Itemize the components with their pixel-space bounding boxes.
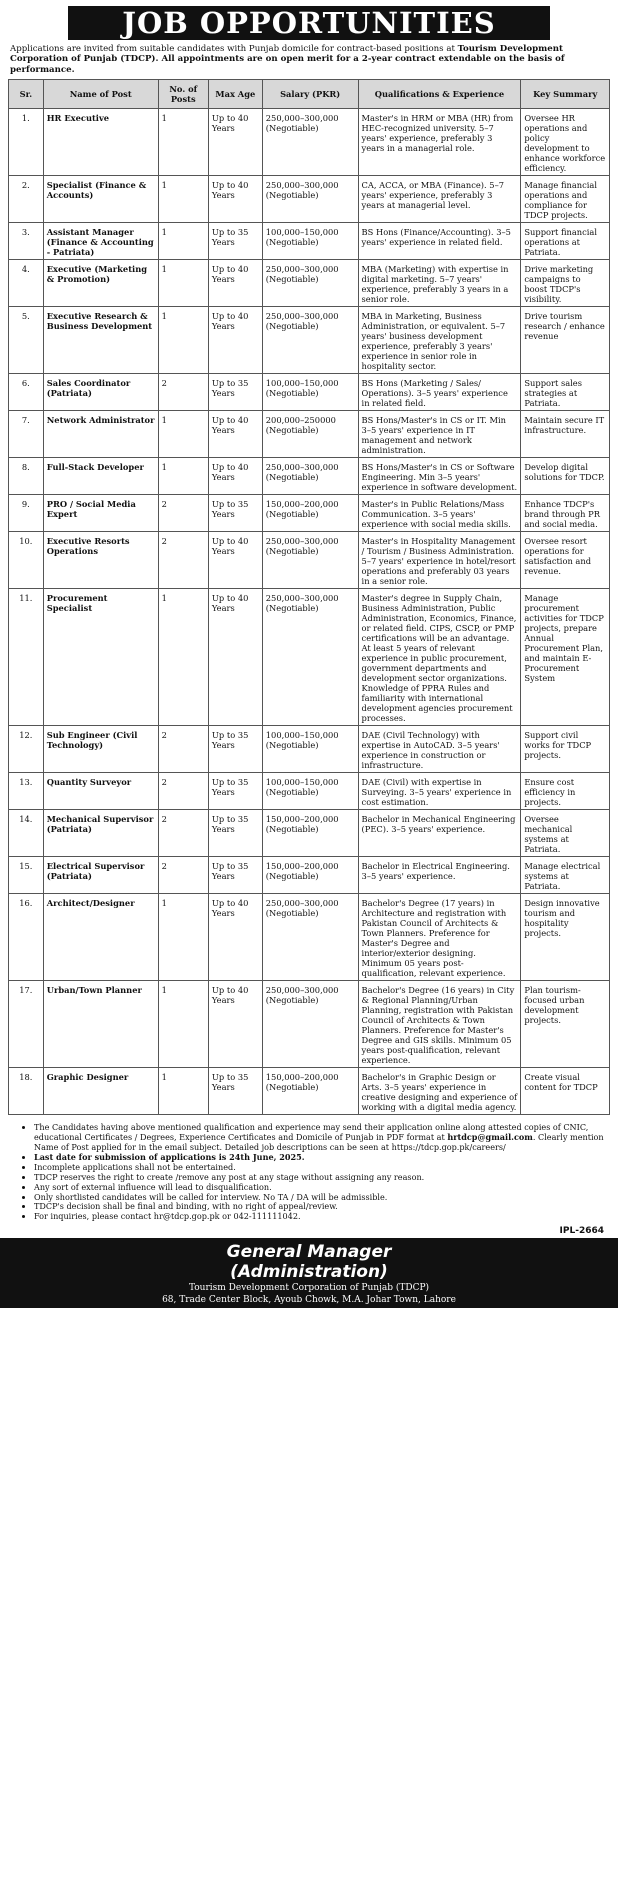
- cell-age: Up to 35 Years: [208, 223, 262, 260]
- table-row: [9, 773, 610, 810]
- cell-posts: 1: [158, 894, 208, 981]
- cell-age: Up to 40 Years: [208, 589, 262, 726]
- cell-summary: Design innovative tourism and hospitality projects.: [521, 894, 610, 981]
- cell-post-name: Network Administrator: [43, 411, 158, 458]
- cell-qualifications: MBA in Marketing, Business Administration, or equivalent. 5–7 years' business development experience, preferably 3 years' experience in senior role in hospitality sector.: [358, 307, 521, 374]
- cell-sr: 16.: [9, 894, 44, 981]
- cell-posts: 2: [158, 532, 208, 589]
- cell-post-name: Executive Resorts Operations: [43, 532, 158, 589]
- cell-sr: 11.: [9, 589, 44, 726]
- cell-sr: 18.: [9, 1068, 44, 1115]
- table-row: [9, 458, 610, 495]
- cell-qualifications: DAE (Civil) with expertise in Surveying. 3–5 years' experience in cost estimation.: [358, 773, 521, 810]
- table-row: [9, 532, 610, 589]
- cell-post-name: Full-Stack Developer: [43, 458, 158, 495]
- cell-posts: 2: [158, 810, 208, 857]
- cell-salary: 250,000–300,000 (Negotiable): [262, 458, 358, 495]
- cell-age: Up to 40 Years: [208, 307, 262, 374]
- header-summary: Key Summary: [521, 80, 610, 109]
- table-row: [9, 411, 610, 458]
- cell-posts: 2: [158, 495, 208, 532]
- note-text: The Candidates having above mentioned qualification and experience may send their application online along attested copies of CNIC, educational Certificates / Degrees, Experience Certificates and Domicile of Punjab in PDF format at: [34, 1122, 589, 1143]
- cell-posts: 2: [158, 773, 208, 810]
- cell-post-name: Sales Coordinator (Patriata): [43, 374, 158, 411]
- note-text: . Clearly mention Name of Post applied for in the email subject. Detailed job descriptions can be seen at https://tdcp.gop.pk/careers/: [34, 1132, 604, 1153]
- cell-post-name: Graphic Designer: [43, 1068, 158, 1115]
- table-row: [9, 374, 610, 411]
- cell-sr: 13.: [9, 773, 44, 810]
- cell-salary: 250,000–300,000 (Negotiable): [262, 109, 358, 176]
- cell-qualifications: Master's in Hospitality Management / Tourism / Business Administration. 5–7 years' experience in hotel/resort operations and preferably 03 years in a senior role.: [358, 532, 521, 589]
- cell-posts: 2: [158, 726, 208, 773]
- cell-sr: 2.: [9, 176, 44, 223]
- cell-summary: Maintain secure IT infrastructure.: [521, 411, 610, 458]
- cell-sr: 9.: [9, 495, 44, 532]
- page-title: JOB OPPORTUNITIES: [68, 6, 550, 40]
- cell-sr: 15.: [9, 857, 44, 894]
- cell-age: Up to 40 Years: [208, 532, 262, 589]
- cell-sr: 17.: [9, 981, 44, 1068]
- cell-qualifications: Master's degree in Supply Chain, Business Administration, Public Administration, Economics, Finance, or related field. CIPS, CSCP, or PMP certifications will be an advantage. At least 5 years of relevant experience in public procurement, government departments and development sector organizations. Knowledge of PPRA Rules and familiarity with international development agencies procurement processes.: [358, 589, 521, 726]
- cell-post-name: Specialist (Finance & Accounts): [43, 176, 158, 223]
- note-item: [34, 1123, 608, 1153]
- cell-qualifications: Bachelor's in Graphic Design or Arts. 3–5 years' experience in creative designing and experience of working with a digital media agency.: [358, 1068, 521, 1115]
- cell-age: Up to 40 Years: [208, 109, 262, 176]
- note-item: • TDCP's decision shall be final and binding, with no right of appeal/review.: [34, 1202, 608, 1212]
- notes-list: [34, 1123, 608, 1222]
- table-row: [9, 894, 610, 981]
- cell-post-name: Sub Engineer (Civil Technology): [43, 726, 158, 773]
- cell-sr: 7.: [9, 411, 44, 458]
- cell-age: Up to 35 Years: [208, 810, 262, 857]
- table-row: [9, 109, 610, 176]
- cell-post-name: Quantity Surveyor: [43, 773, 158, 810]
- cell-salary: 100,000–150,000 (Negotiable): [262, 374, 358, 411]
- cell-sr: 4.: [9, 260, 44, 307]
- cell-posts: 1: [158, 411, 208, 458]
- apply-email: hrtdcp@gmail.com: [447, 1132, 533, 1143]
- table-row: [9, 726, 610, 773]
- cell-summary: Oversee mechanical systems at Patriata.: [521, 810, 610, 857]
- cell-sr: 1.: [9, 109, 44, 176]
- cell-age: Up to 40 Years: [208, 458, 262, 495]
- cell-qualifications: Bachelor's Degree (16 years) in City & Regional Planning/Urban Planning, registration with Pakistan Council of Architects & Town Planners. Preference for Master's Degree and GIS skills. Minimum 05 years post-qualification, relevant experience.: [358, 981, 521, 1068]
- footer-subtitle: (Administration): [230, 1262, 388, 1283]
- cell-age: Up to 35 Years: [208, 726, 262, 773]
- table-row: [9, 981, 610, 1068]
- cell-sr: 12.: [9, 726, 44, 773]
- note-deadline: Last date for submission of applications is 24th June, 2025.: [34, 1151, 305, 1162]
- note-item: • TDCP reserves the right to create /remove any post at any stage without assigning any reason.: [34, 1173, 608, 1183]
- cell-post-name: HR Executive: [43, 109, 158, 176]
- cell-qualifications: BS Hons/Master's in CS or Software Engineering. Min 3–5 years' experience in software development.: [358, 458, 521, 495]
- cell-age: Up to 40 Years: [208, 894, 262, 981]
- cell-post-name: Assistant Manager (Finance & Accounting - Patriata): [43, 223, 158, 260]
- cell-post-name: Urban/Town Planner: [43, 981, 158, 1068]
- cell-summary: Drive marketing campaigns to boost TDCP's visibility.: [521, 260, 610, 307]
- cell-summary: Manage procurement activities for TDCP projects, prepare Annual Procurement Plan, and maintain E-Procurement System: [521, 589, 610, 726]
- cell-salary: 250,000–300,000 (Negotiable): [262, 894, 358, 981]
- footer-block: [0, 1238, 618, 1308]
- table-header-row: [9, 80, 610, 109]
- cell-summary: Manage electrical systems at Patriata.: [521, 857, 610, 894]
- intro-text-a: Applications are invited from suitable candidates with Punjab domicile for contract-based positions at: [10, 44, 458, 54]
- cell-qualifications: Bachelor in Mechanical Engineering (PEC). 3–5 years' experience.: [358, 810, 521, 857]
- cell-summary: Support sales strategies at Patriata.: [521, 374, 610, 411]
- jobs-table: [8, 79, 610, 1115]
- footer-title: General Manager: [226, 1242, 392, 1263]
- cell-posts: 1: [158, 1068, 208, 1115]
- cell-summary: Ensure cost efficiency in projects.: [521, 773, 610, 810]
- cell-qualifications: Master's in Public Relations/Mass Communication. 3–5 years' experience with social media skills.: [358, 495, 521, 532]
- cell-salary: 250,000–300,000 (Negotiable): [262, 589, 358, 726]
- cell-posts: 1: [158, 458, 208, 495]
- cell-age: Up to 40 Years: [208, 981, 262, 1068]
- cell-qualifications: Master's in HRM or MBA (HR) from HEC-recognized university. 5–7 years' experience, preferably 3 years in a managerial role.: [358, 109, 521, 176]
- cell-salary: 250,000–300,000 (Negotiable): [262, 176, 358, 223]
- cell-qualifications: MBA (Marketing) with expertise in digital marketing. 5–7 years' experience, preferably 3 years in a senior role.: [358, 260, 521, 307]
- cell-salary: 150,000–200,000 (Negotiable): [262, 495, 358, 532]
- cell-qualifications: Bachelor's Degree (17 years) in Architecture and registration with Pakistan Council of Architects & Town Planners. Preference for Master's Degree and interior/exterior designing. Minimum 05 years post-qualification, relevant experience.: [358, 894, 521, 981]
- cell-qualifications: BS Hons (Finance/Accounting). 3–5 years' experience in related field.: [358, 223, 521, 260]
- table-row: [9, 176, 610, 223]
- note-item: • Any sort of external influence will lead to disqualification.: [34, 1183, 608, 1193]
- cell-summary: Oversee HR operations and policy development to enhance workforce efficiency.: [521, 109, 610, 176]
- cell-age: Up to 35 Years: [208, 1068, 262, 1115]
- intro-paragraph: [10, 44, 608, 75]
- cell-summary: Oversee resort operations for satisfaction and revenue.: [521, 532, 610, 589]
- cell-summary: Support civil works for TDCP projects.: [521, 726, 610, 773]
- cell-sr: 8.: [9, 458, 44, 495]
- cell-salary: 100,000–150,000 (Negotiable): [262, 773, 358, 810]
- cell-post-name: Executive Research & Business Development: [43, 307, 158, 374]
- note-item: • Incomplete applications shall not be entertained.: [34, 1163, 608, 1173]
- cell-qualifications: DAE (Civil Technology) with expertise in AutoCAD. 3–5 years' experience in construction or infrastructure.: [358, 726, 521, 773]
- cell-sr: 14.: [9, 810, 44, 857]
- cell-sr: 6.: [9, 374, 44, 411]
- cell-salary: 100,000–150,000 (Negotiable): [262, 726, 358, 773]
- cell-age: Up to 40 Years: [208, 260, 262, 307]
- cell-salary: 250,000–300,000 (Negotiable): [262, 532, 358, 589]
- note-item: • Only shortlisted candidates will be called for interview. No TA / DA will be admissible.: [34, 1193, 608, 1203]
- cell-posts: 1: [158, 176, 208, 223]
- cell-summary: Support financial operations at Patriata.: [521, 223, 610, 260]
- cell-post-name: Mechanical Supervisor (Patriata): [43, 810, 158, 857]
- cell-age: Up to 35 Years: [208, 495, 262, 532]
- table-row: [9, 223, 610, 260]
- cell-salary: 200,000–250000 (Negotiable): [262, 411, 358, 458]
- cell-age: Up to 35 Years: [208, 374, 262, 411]
- footer-org: Tourism Development Corporation of Punjab (TDCP): [188, 1283, 430, 1294]
- intro-text-b: All appointments are on open merit for a 2-year contract extendable on the basis of performance.: [10, 54, 565, 75]
- cell-posts: 2: [158, 374, 208, 411]
- ad-reference: IPL-2664: [559, 1226, 604, 1237]
- cell-post-name: Electrical Supervisor (Patriata): [43, 857, 158, 894]
- header-salary: Salary (PKR): [262, 80, 358, 109]
- footer-address: 68, Trade Center Block, Ayoub Chowk, M.A. Johar Town, Lahore: [162, 1295, 456, 1306]
- table-row: [9, 1068, 610, 1115]
- cell-age: Up to 40 Years: [208, 176, 262, 223]
- cell-posts: 1: [158, 981, 208, 1068]
- intro-org: Tourism Development Corporation of Punjab (TDCP).: [10, 44, 563, 65]
- table-row: [9, 810, 610, 857]
- cell-age: Up to 40 Years: [208, 411, 262, 458]
- cell-summary: Enhance TDCP's brand through PR and social media.: [521, 495, 610, 532]
- cell-salary: 150,000–200,000 (Negotiable): [262, 857, 358, 894]
- cell-summary: Plan tourism-focused urban development projects.: [521, 981, 610, 1068]
- cell-posts: 1: [158, 260, 208, 307]
- cell-summary: Develop digital solutions for TDCP.: [521, 458, 610, 495]
- table-row: [9, 857, 610, 894]
- table-row: [9, 589, 610, 726]
- cell-salary: 150,000–200,000 (Negotiable): [262, 1068, 358, 1115]
- cell-qualifications: BS Hons/Master's in CS or IT. Min 3–5 years' experience in IT management and network administration.: [358, 411, 521, 458]
- cell-posts: 1: [158, 307, 208, 374]
- header-qualifications: Qualifications & Experience: [358, 80, 521, 109]
- cell-post-name: Procurement Specialist: [43, 589, 158, 726]
- cell-age: Up to 35 Years: [208, 857, 262, 894]
- cell-qualifications: CA, ACCA, or MBA (Finance). 5–7 years' experience, preferably 3 years at managerial level.: [358, 176, 521, 223]
- table-row: [9, 307, 610, 374]
- note-item: • For inquiries, please contact hr@tdcp.gop.pk or 042-111111042.: [34, 1212, 608, 1222]
- cell-salary: 250,000–300,000 (Negotiable): [262, 981, 358, 1068]
- cell-salary: 250,000–300,000 (Negotiable): [262, 307, 358, 374]
- jobs-table-body: [9, 109, 610, 1115]
- header-age: Max Age: [208, 80, 262, 109]
- cell-age: Up to 35 Years: [208, 773, 262, 810]
- cell-qualifications: Bachelor in Electrical Engineering. 3–5 years' experience.: [358, 857, 521, 894]
- cell-post-name: Architect/Designer: [43, 894, 158, 981]
- cell-post-name: PRO / Social Media Expert: [43, 495, 158, 532]
- cell-post-name: Executive (Marketing & Promotion): [43, 260, 158, 307]
- cell-salary: 150,000–200,000 (Negotiable): [262, 810, 358, 857]
- cell-summary: Create visual content for TDCP: [521, 1068, 610, 1115]
- cell-posts: 2: [158, 857, 208, 894]
- cell-summary: Drive tourism research / enhance revenue: [521, 307, 610, 374]
- cell-posts: 1: [158, 109, 208, 176]
- cell-sr: 10.: [9, 532, 44, 589]
- table-row: [9, 260, 610, 307]
- cell-qualifications: BS Hons (Marketing / Sales/ Operations). 3–5 years' experience in related field.: [358, 374, 521, 411]
- cell-sr: 5.: [9, 307, 44, 374]
- header-name: Name of Post: [43, 80, 158, 109]
- cell-salary: 250,000–300,000 (Negotiable): [262, 260, 358, 307]
- cell-salary: 100,000–150,000 (Negotiable): [262, 223, 358, 260]
- header-posts: No. of Posts: [158, 80, 208, 109]
- cell-posts: 1: [158, 223, 208, 260]
- cell-sr: 3.: [9, 223, 44, 260]
- table-row: [9, 495, 610, 532]
- cell-summary: Manage financial operations and compliance for TDCP projects.: [521, 176, 610, 223]
- header-sr: Sr.: [9, 80, 44, 109]
- cell-posts: 1: [158, 589, 208, 726]
